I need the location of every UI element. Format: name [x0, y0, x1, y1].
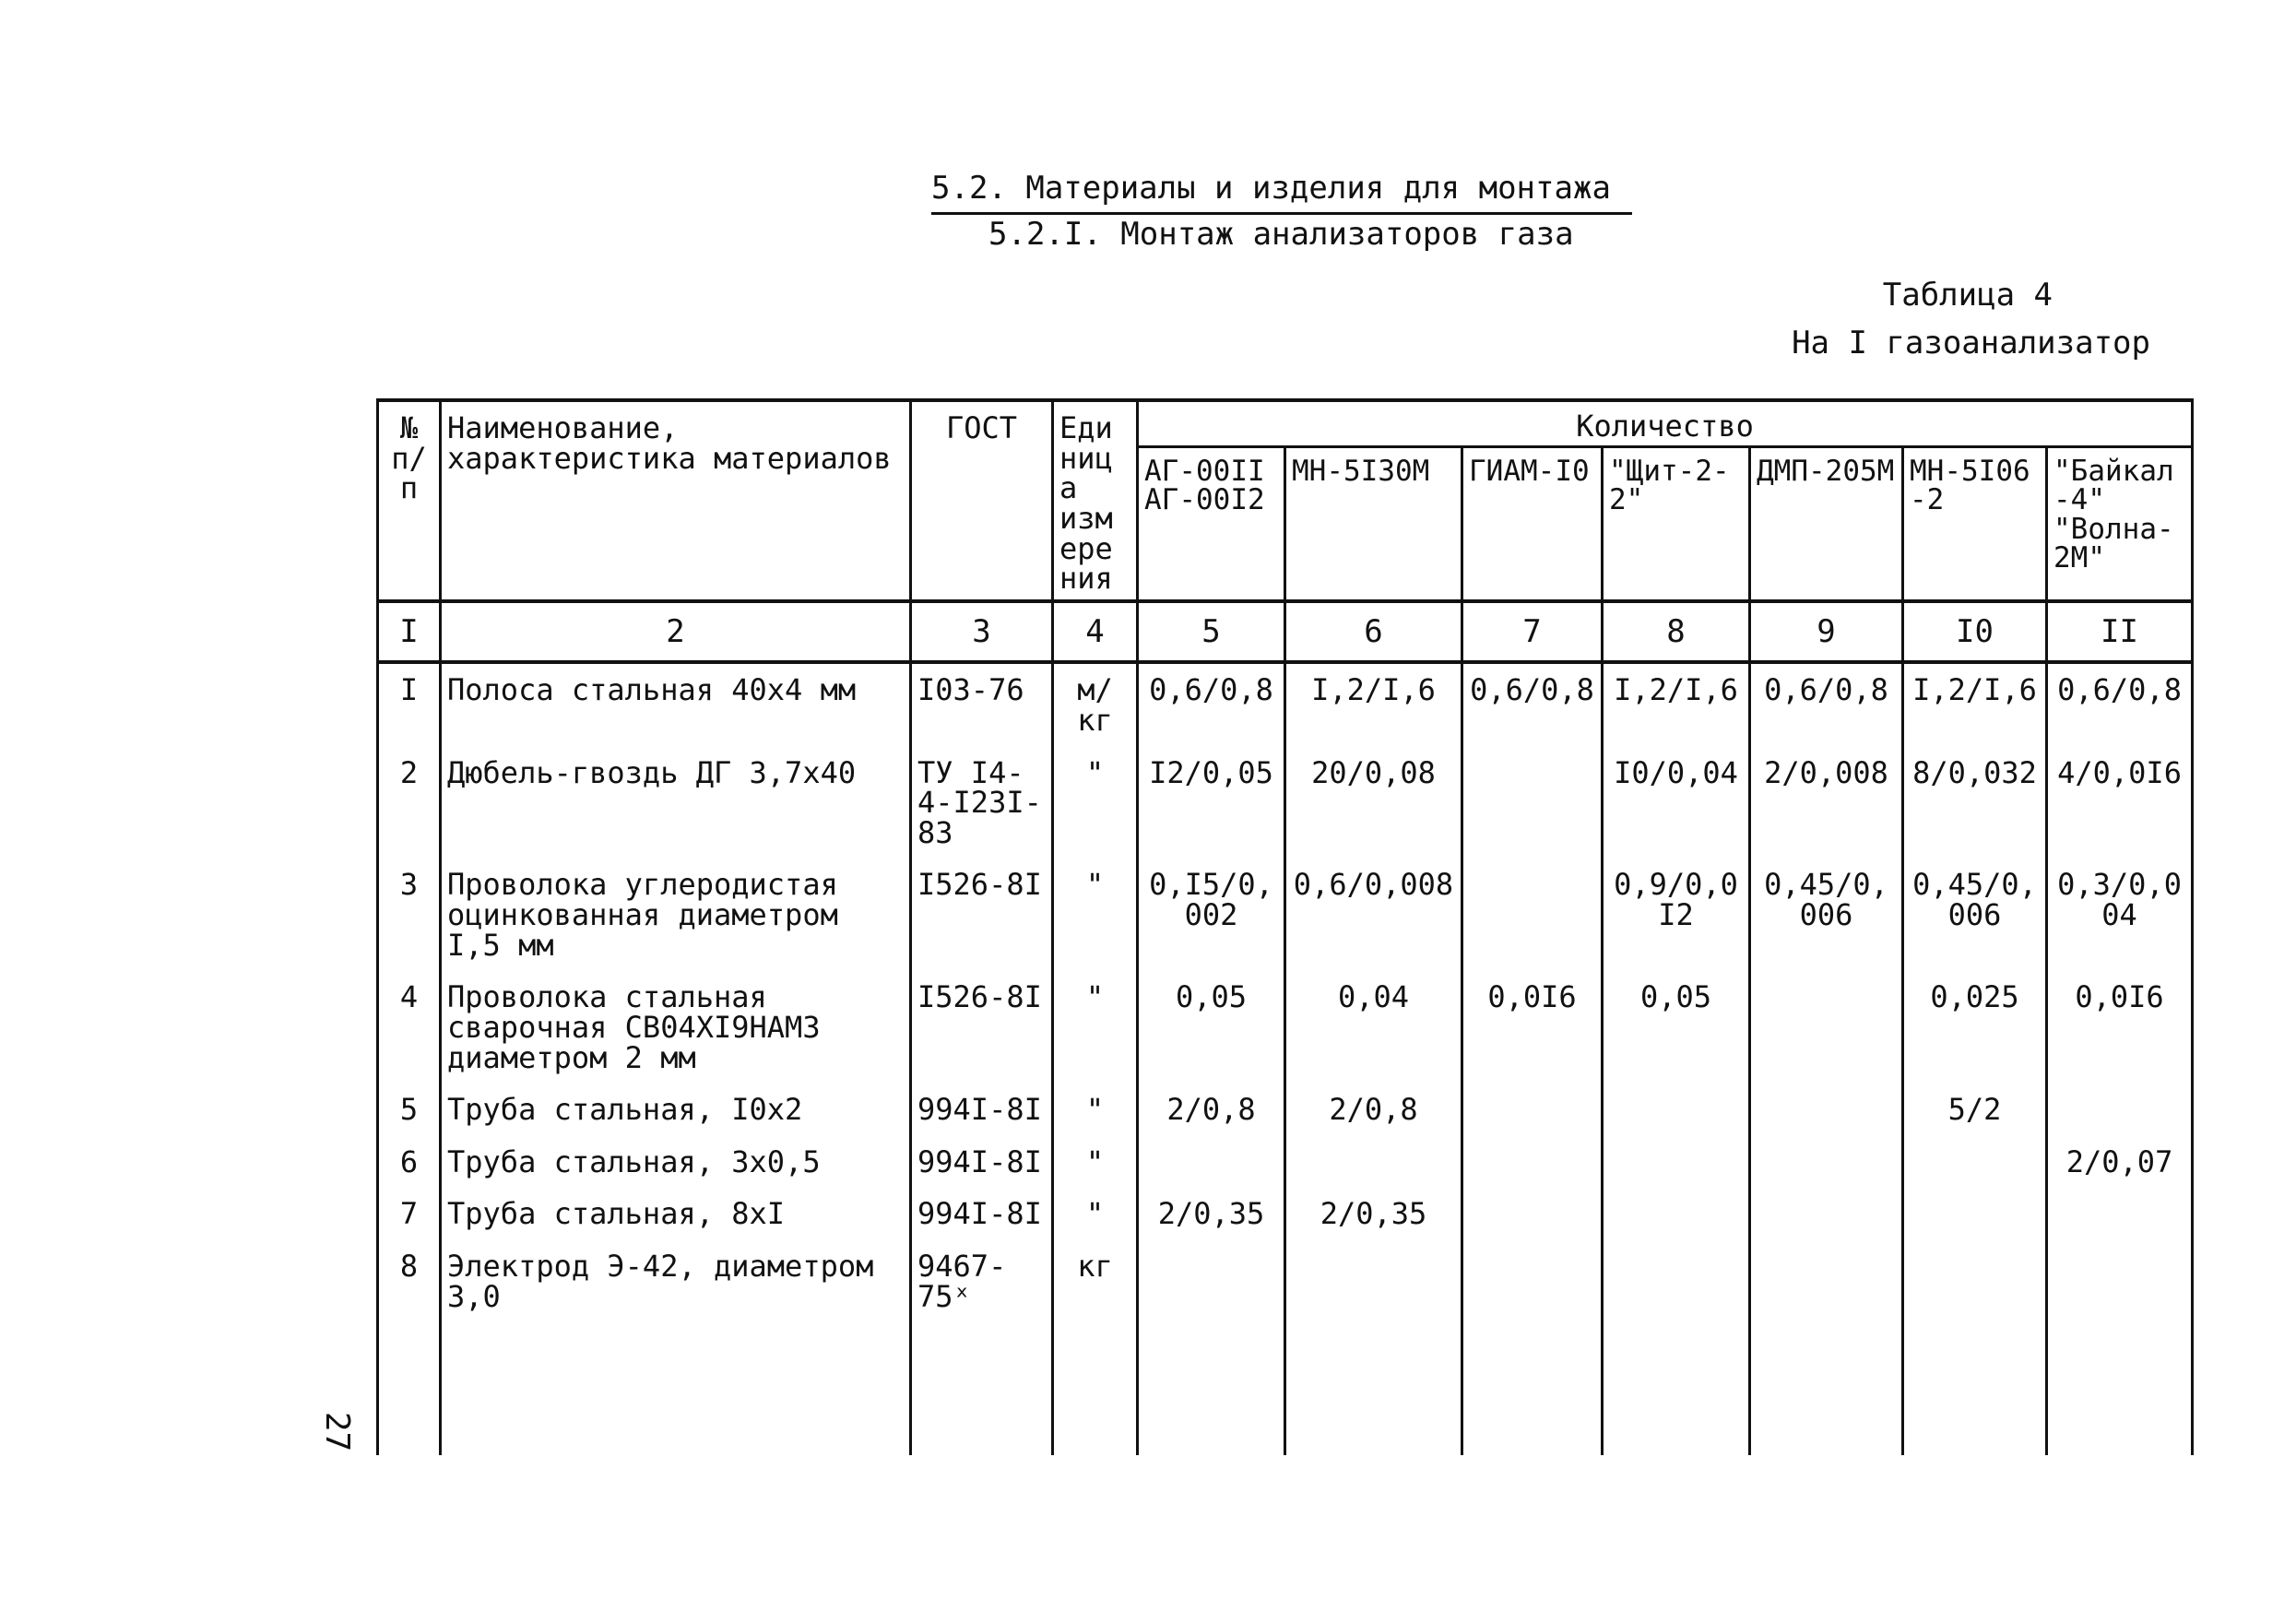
gost-cell: 994I-8I — [911, 1084, 1053, 1136]
table-row — [378, 859, 2193, 971]
header-sub: АГ-00II АГ-00I2 — [1138, 446, 1285, 601]
quantity-cell — [1462, 1136, 1603, 1189]
quantity-cell: 2/0,8 — [1285, 1084, 1462, 1136]
gost-cell: 9467-75ˣ — [911, 1240, 1053, 1322]
quantity-cell — [1603, 1084, 1750, 1136]
unit-cell: " — [1053, 971, 1138, 1084]
quantity-cell — [1285, 1240, 1462, 1322]
quantity-cell: 2/0,07 — [2047, 1136, 2193, 1189]
gost-cell: ТУ I4-4-I23I-83 — [911, 747, 1053, 859]
quantity-cell: I,2/I,6 — [1285, 662, 1462, 746]
table-row — [378, 662, 2193, 746]
material-name-cell: Электрод Э-42, диаметром 3,0 — [441, 1240, 911, 1322]
material-name-cell: Полоса стальная 40х4 мм — [441, 662, 911, 746]
quantity-cell: 2/0,35 — [1138, 1188, 1285, 1240]
page-number: 27 — [318, 1411, 357, 1452]
empty-cell — [378, 1322, 441, 1455]
quantity-cell — [1903, 1240, 2047, 1322]
quantity-cell — [1903, 1136, 2047, 1189]
material-name-cell: Труба стальная, 8хI — [441, 1188, 911, 1240]
header-sub: ДМП-205М — [1750, 446, 1903, 601]
quantity-cell: 0,05 — [1603, 971, 1750, 1084]
quantity-cell: 0,025 — [1903, 971, 2047, 1084]
material-name-cell: Труба стальная, 3х0,5 — [441, 1136, 911, 1189]
table-note: На I газоанализатор — [1792, 325, 2150, 361]
quantity-cell — [1603, 1136, 1750, 1189]
quantity-cell — [1750, 1136, 1903, 1189]
quantity-cell — [1750, 1240, 1903, 1322]
row-number-cell: 8 — [378, 1240, 441, 1322]
quantity-cell: I2/0,05 — [1138, 747, 1285, 859]
quantity-cell: 0,9/0,0I2 — [1603, 859, 1750, 971]
quantity-cell: 0,04 — [1285, 971, 1462, 1084]
table-row — [378, 1240, 2193, 1322]
quantity-cell: 2/0,8 — [1138, 1084, 1285, 1136]
column-number: 8 — [1603, 601, 1750, 663]
quantity-cell — [1462, 859, 1603, 971]
quantity-cell: 0,6/0,008 — [1285, 859, 1462, 971]
quantity-cell — [1603, 1188, 1750, 1240]
unit-cell: " — [1053, 1188, 1138, 1240]
quantity-cell: 0,45/0,006 — [1903, 859, 2047, 971]
header-quantity: Количество — [1138, 400, 2193, 446]
gost-cell: 994I-8I — [911, 1188, 1053, 1240]
column-number: 6 — [1285, 601, 1462, 663]
unit-cell: кг — [1053, 1240, 1138, 1322]
quantity-cell: 0,I5/0,002 — [1138, 859, 1285, 971]
header-unit: Единица измерения — [1053, 400, 1138, 601]
header-name: Наименование, характеристика материалов — [441, 400, 911, 601]
table-filler-row — [378, 1322, 2193, 1455]
column-number: 3 — [911, 601, 1053, 663]
table-row — [378, 747, 2193, 859]
quantity-cell: 0,6/0,8 — [1750, 662, 1903, 746]
quantity-cell — [2047, 1240, 2193, 1322]
empty-cell — [911, 1322, 1053, 1455]
row-number-cell: 3 — [378, 859, 441, 971]
quantity-cell — [1462, 1240, 1603, 1322]
quantity-cell — [1462, 747, 1603, 859]
quantity-cell: 0,0I6 — [2047, 971, 2193, 1084]
table-row — [378, 971, 2193, 1084]
empty-cell — [1138, 1322, 1285, 1455]
header-sub: "Щит-2-2" — [1603, 446, 1750, 601]
material-name-cell: Дюбель-гвоздь ДГ 3,7х40 — [441, 747, 911, 859]
row-number-cell: 7 — [378, 1188, 441, 1240]
empty-cell — [2047, 1322, 2193, 1455]
gost-cell: I03-76 — [911, 662, 1053, 746]
row-number-cell: 5 — [378, 1084, 441, 1136]
unit-cell: " — [1053, 1084, 1138, 1136]
quantity-cell — [1603, 1240, 1750, 1322]
section-title: 5.2. Материалы и изделия для монтажа — [931, 170, 1632, 215]
quantity-cell — [1138, 1240, 1285, 1322]
quantity-cell — [1285, 1136, 1462, 1189]
subsection-title: 5.2.I. Монтаж анализаторов газа — [988, 216, 1574, 253]
header-num: № п/п — [378, 400, 441, 601]
quantity-cell: 0,0I6 — [1462, 971, 1603, 1084]
unit-cell: м/кг — [1053, 662, 1138, 746]
column-number: 5 — [1138, 601, 1285, 663]
empty-cell — [441, 1322, 911, 1455]
header-sub: МН-5I06-2 — [1903, 446, 2047, 601]
empty-cell — [1750, 1322, 1903, 1455]
gost-cell: 994I-8I — [911, 1136, 1053, 1189]
header-sub: ГИАМ-I0 — [1462, 446, 1603, 601]
material-name-cell: Проволока углеродистая оцинкованная диаметром I,5 мм — [441, 859, 911, 971]
quantity-cell — [1750, 1188, 1903, 1240]
row-number-cell: 2 — [378, 747, 441, 859]
quantity-cell: 0,3/0,004 — [2047, 859, 2193, 971]
header-sub: "Байкал-4" "Волна-2М" — [2047, 446, 2193, 601]
table-body — [378, 662, 2193, 1455]
column-number: 4 — [1053, 601, 1138, 663]
quantity-cell — [1462, 1084, 1603, 1136]
row-number-cell: 4 — [378, 971, 441, 1084]
column-number: 2 — [441, 601, 911, 663]
quantity-cell — [1138, 1136, 1285, 1189]
quantity-cell: 20/0,08 — [1285, 747, 1462, 859]
column-number: I0 — [1903, 601, 2047, 663]
material-name-cell: Труба стальная, I0х2 — [441, 1084, 911, 1136]
column-number: II — [2047, 601, 2193, 663]
material-name-cell: Проволока стальная сварочная СВ04ХI9НАМ3 диаметром 2 мм — [441, 971, 911, 1084]
quantity-cell: 2/0,008 — [1750, 747, 1903, 859]
quantity-cell — [1462, 1188, 1603, 1240]
empty-cell — [1462, 1322, 1603, 1455]
quantity-cell — [1750, 1084, 1903, 1136]
quantity-cell: 5/2 — [1903, 1084, 2047, 1136]
row-number-cell: I — [378, 662, 441, 746]
empty-cell — [1285, 1322, 1462, 1455]
table-row — [378, 1084, 2193, 1136]
column-number: 9 — [1750, 601, 1903, 663]
empty-cell — [1603, 1322, 1750, 1455]
empty-cell — [1903, 1322, 2047, 1455]
quantity-cell: 0,6/0,8 — [1138, 662, 1285, 746]
header-sub: МН-5I30М — [1285, 446, 1462, 601]
empty-cell — [1053, 1322, 1138, 1455]
quantity-cell: 0,45/0,006 — [1750, 859, 1903, 971]
quantity-cell: 4/0,0I6 — [2047, 747, 2193, 859]
quantity-cell: I0/0,04 — [1603, 747, 1750, 859]
gost-cell: I526-8I — [911, 859, 1053, 971]
quantity-cell — [2047, 1188, 2193, 1240]
table-label: Таблица 4 — [1882, 277, 2053, 314]
table-row — [378, 1136, 2193, 1189]
column-number: I — [378, 601, 441, 663]
header-gost: ГОСТ — [911, 400, 1053, 601]
unit-cell: " — [1053, 1136, 1138, 1189]
quantity-cell — [1750, 971, 1903, 1084]
table-row — [378, 1188, 2193, 1240]
column-number: 7 — [1462, 601, 1603, 663]
quantity-cell — [1903, 1188, 2047, 1240]
quantity-cell: 8/0,032 — [1903, 747, 2047, 859]
materials-table — [376, 398, 2194, 1455]
gost-cell: I526-8I — [911, 971, 1053, 1084]
quantity-cell: 0,6/0,8 — [1462, 662, 1603, 746]
unit-cell: " — [1053, 859, 1138, 971]
unit-cell: " — [1053, 747, 1138, 859]
quantity-cell: 2/0,35 — [1285, 1188, 1462, 1240]
quantity-cell — [2047, 1084, 2193, 1136]
quantity-cell: I,2/I,6 — [1903, 662, 2047, 746]
quantity-cell: 0,05 — [1138, 971, 1285, 1084]
quantity-cell: I,2/I,6 — [1603, 662, 1750, 746]
row-number-cell: 6 — [378, 1136, 441, 1189]
quantity-cell: 0,6/0,8 — [2047, 662, 2193, 746]
